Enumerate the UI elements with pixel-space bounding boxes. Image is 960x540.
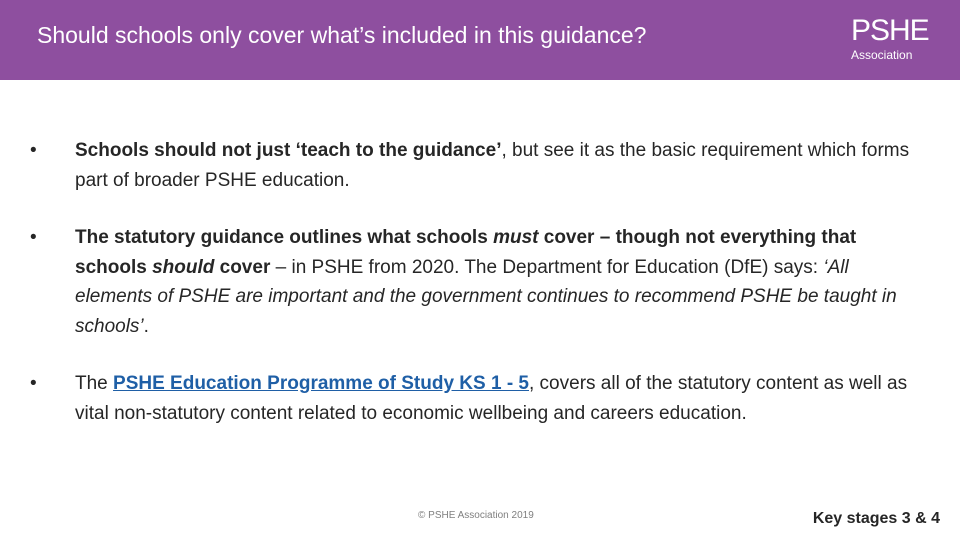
programme-of-study-link[interactable]: PSHE Education Programme of Study KS 1 - 5 bbox=[113, 373, 529, 394]
bullet-text-bold: cover – though not everything that schools bbox=[75, 227, 857, 278]
bullet-text-bold-italic: should bbox=[152, 256, 215, 278]
bullet-item bbox=[30, 136, 930, 195]
bullet-text bbox=[75, 223, 930, 341]
bullet-marker: • bbox=[30, 140, 37, 161]
bullet-text bbox=[75, 369, 930, 428]
bullet-text-normal: , but see it as the basic requirement which forms part of broader PSHE education. bbox=[75, 140, 910, 191]
bullet-text-normal: , covers all of the statutory content as well as vital non-statutory content related to economic wellbeing and careers education. bbox=[75, 373, 908, 424]
bullet-text-bold-italic: must bbox=[493, 227, 539, 248]
bullet-text-normal: . bbox=[143, 315, 149, 337]
dfe-quote: ‘All elements of PSHE are important and the government continues to recommend PSHE be taught in schools’ bbox=[75, 256, 897, 337]
logo-main-text: PSHE bbox=[851, 14, 929, 47]
bullet-text-normal: – in PSHE from 2020. The Department for Education (DfE) says: bbox=[270, 256, 824, 278]
bullet-list bbox=[30, 136, 930, 456]
bullet-text-bold: cover bbox=[214, 256, 271, 278]
bullet-marker: • bbox=[30, 227, 37, 248]
bullet-text-bold: The statutory guidance outlines what schools bbox=[75, 227, 494, 248]
header-banner bbox=[0, 0, 960, 80]
copyright-text: © PSHE Association 2019 bbox=[418, 510, 534, 521]
page-title: Should schools only cover what’s included in this guidance? bbox=[37, 22, 647, 48]
bullet-text bbox=[75, 136, 930, 195]
key-stages-label: Key stages 3 & 4 bbox=[812, 510, 940, 527]
logo-sub-text: Association bbox=[851, 48, 913, 62]
bullet-text-bold: Schools should not just ‘teach to the guidance’ bbox=[75, 140, 502, 161]
bullet-marker: • bbox=[30, 373, 37, 394]
pshe-association-logo bbox=[851, 16, 929, 62]
bullet-text-normal: The bbox=[75, 373, 114, 394]
bullet-item bbox=[30, 223, 930, 341]
bullet-item bbox=[30, 369, 930, 428]
